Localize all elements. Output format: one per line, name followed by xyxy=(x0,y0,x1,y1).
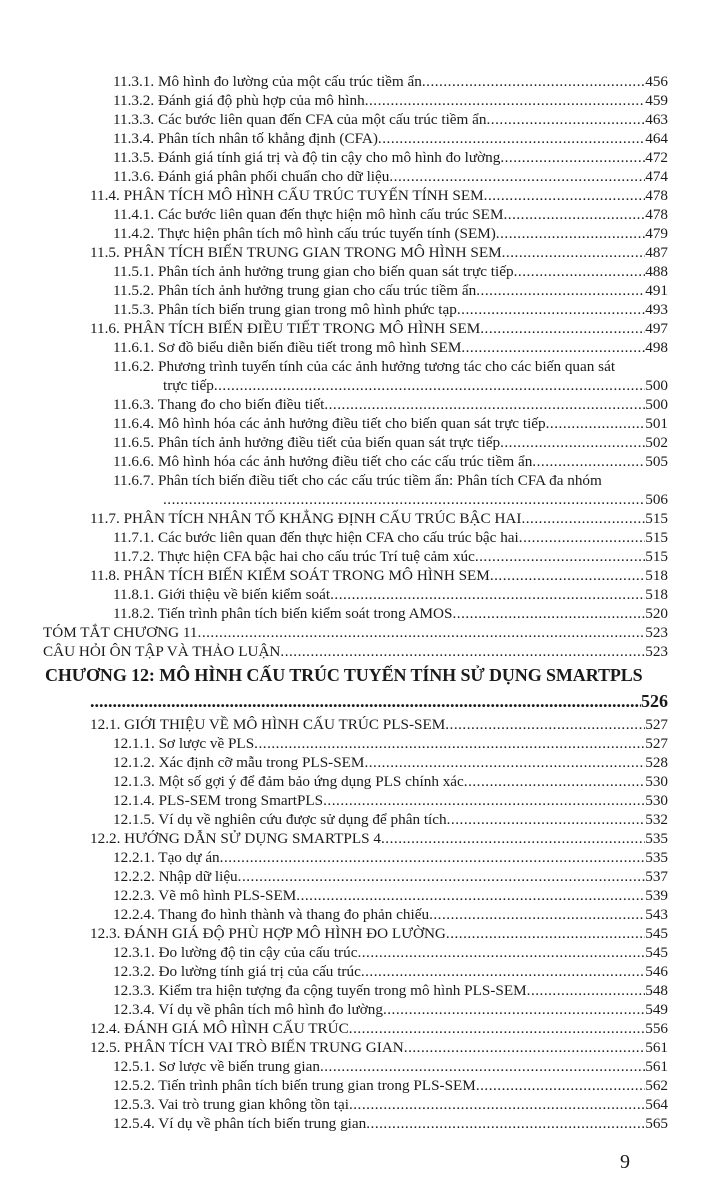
toc-entry-label: 11.4. PHÂN TÍCH MÔ HÌNH CẤU TRÚC TUYẾN TÍNH SEM xyxy=(90,187,484,204)
toc-entry-page-number: 479 xyxy=(645,225,668,242)
toc-entry-label: 11.6.2. Phương trình tuyến tính của các ảnh hưởng tương tác cho các biến quan sát xyxy=(113,358,616,375)
toc-entry-label: 11.6.6. Mô hình hóa các ảnh hưởng điều tiết cho các cấu trúc tiềm ẩn xyxy=(113,453,533,470)
toc-entry-page-number: 546 xyxy=(645,963,668,980)
dot-leader xyxy=(389,167,645,186)
toc-entry-label: 12.5. PHÂN TÍCH VAI TRÒ BIẾN TRUNG GIAN xyxy=(90,1039,404,1056)
dot-leader xyxy=(445,715,645,734)
toc-entry-subheading[interactable] xyxy=(113,338,668,357)
toc-entry-label: 11.5. PHÂN TÍCH BIẾN TRUNG GIAN TRONG MÔ HÌNH SEM xyxy=(90,244,502,261)
toc-entry-subheading[interactable] xyxy=(113,585,668,604)
toc-entry-page-number: 500 xyxy=(645,377,668,394)
toc-entry-page-number: 497 xyxy=(645,320,668,337)
toc-entry-page-number: 545 xyxy=(645,925,668,942)
toc-entry-subheading[interactable] xyxy=(113,810,668,829)
toc-entry-page-number: 527 xyxy=(645,716,668,733)
toc-entry-page-number: 515 xyxy=(645,529,668,546)
toc-entry-label: 12.1. GIỚI THIỆU VỀ MÔ HÌNH CẤU TRÚC PLS-SEM xyxy=(90,716,446,733)
toc-entry-label: 12.2.2. Nhập dữ liệu xyxy=(113,868,238,885)
toc-entry-page-number: 501 xyxy=(645,415,668,432)
toc-entry-label: 11.3.3. Các bước liên quan đến CFA của một cấu trúc tiềm ẩn xyxy=(113,111,487,128)
toc-entry-section[interactable] xyxy=(43,623,668,642)
dot-leader xyxy=(532,452,645,471)
toc-entry-page-number: 556 xyxy=(645,1020,668,1037)
toc-entry-page-number: 505 xyxy=(645,453,668,470)
toc-entry-heading[interactable] xyxy=(90,829,668,848)
toc-entry-label: 12.3.4. Ví dụ về phân tích mô hình đo lường xyxy=(113,1001,383,1018)
toc-entry-label: 12.1.1. Sơ lược về PLS xyxy=(113,735,255,752)
toc-entry-label: 11.8.2. Tiến trình phân tích biến kiểm soát trong AMOS xyxy=(113,605,453,622)
toc-entry-label: 12.5.3. Vai trò trung gian không tồn tại xyxy=(113,1096,349,1113)
toc-entry-subheading[interactable] xyxy=(113,1076,668,1095)
toc-entry-subheading[interactable] xyxy=(113,734,668,753)
toc-entry-heading[interactable] xyxy=(90,1019,668,1038)
toc-entry-subheading[interactable] xyxy=(113,943,668,962)
toc-entry-page-number: 463 xyxy=(645,111,668,128)
toc-entry-page-number: 518 xyxy=(645,586,668,603)
toc-entry-subheading[interactable] xyxy=(113,772,668,791)
chapter-page-line[interactable] xyxy=(90,690,668,712)
toc-entry-page-number: 565 xyxy=(645,1115,668,1132)
toc-entry-subheading[interactable] xyxy=(113,129,668,148)
dot-leader xyxy=(457,300,645,319)
toc-entry-subheading[interactable] xyxy=(113,300,668,319)
dot-leader xyxy=(163,490,645,509)
toc-entry-subheading[interactable] xyxy=(113,905,668,924)
dot-leader xyxy=(365,91,646,110)
toc-entry-subheading[interactable] xyxy=(113,357,668,376)
dot-leader xyxy=(361,962,645,981)
toc-entry-page-number: 528 xyxy=(645,754,668,771)
toc-entry-page-number: 472 xyxy=(645,149,668,166)
dot-leader xyxy=(349,1095,645,1114)
dot-leader xyxy=(500,148,645,167)
toc-entry-page-number: 493 xyxy=(645,301,668,318)
toc-entry-page-number: 535 xyxy=(645,830,668,847)
toc-entry-label: 12.5.1. Sơ lược về biến trung gian xyxy=(113,1058,320,1075)
dot-leader xyxy=(323,791,645,810)
toc-entry-subheading[interactable] xyxy=(113,205,668,224)
toc-entry-label: 12.2.1. Tạo dự án xyxy=(113,849,220,866)
toc-entry-label: 11.3.6. Đánh giá phân phối chuẩn cho dữ liệu xyxy=(113,168,390,185)
toc-entry-page-number: 549 xyxy=(645,1001,668,1018)
toc-entry-label: 11.6.4. Mô hình hóa các ảnh hưởng điều tiết cho biến quan sát trực tiếp xyxy=(113,415,546,432)
dot-leader xyxy=(500,433,645,452)
toc-entry-label: 12.2. HƯỚNG DẪN SỬ DỤNG SMARTPLS 4 xyxy=(90,830,381,847)
toc-entry-page-number: 535 xyxy=(645,849,668,866)
toc-entry-subheading[interactable] xyxy=(113,867,668,886)
chapter-page-number: 526 xyxy=(641,691,668,711)
toc-entry-label: 11.5.1. Phân tích ảnh hưởng trung gian cho biến quan sát trực tiếp xyxy=(113,263,514,280)
toc-entry-label: 12.4. ĐÁNH GIÁ MÔ HÌNH CẤU TRÚC xyxy=(90,1020,349,1037)
dot-leader xyxy=(476,1076,645,1095)
toc-entry-label: 12.5.2. Tiến trình phân tích biến trung gian trong PLS-SEM xyxy=(113,1077,476,1094)
dot-leader xyxy=(238,867,646,886)
toc-entry-page-number: 530 xyxy=(645,773,668,790)
dot-leader xyxy=(429,905,645,924)
dot-leader xyxy=(320,1057,645,1076)
toc-entry-subheading[interactable] xyxy=(113,281,668,300)
toc-entry-page-number: 562 xyxy=(645,1077,668,1094)
toc-entry-subheading[interactable] xyxy=(113,452,668,471)
toc-entry-subheading[interactable] xyxy=(113,471,668,490)
toc-entry-label: 12.2.3. Vẽ mô hình PLS-SEM xyxy=(113,887,297,904)
toc-entry-page-number: 502 xyxy=(645,434,668,451)
dot-leader xyxy=(487,110,646,129)
toc-entry-label: 11.3.4. Phân tích nhân tố khẳng định (CFA) xyxy=(113,130,378,147)
toc-entry-subheading[interactable] xyxy=(113,547,668,566)
toc-entry-label: 11.3.2. Đánh giá độ phù hợp của mô hình xyxy=(113,92,365,109)
toc-entry-page-number: 518 xyxy=(645,567,668,584)
dot-leader xyxy=(214,376,645,395)
toc-entry-subheading[interactable] xyxy=(113,91,668,110)
toc-entry-label: 11.7.1. Các bước liên quan đến thực hiện CFA cho cấu trúc bậc hai xyxy=(113,529,519,546)
toc-entry-heading[interactable] xyxy=(90,566,668,585)
toc-entry-subheading[interactable] xyxy=(113,1114,668,1133)
toc-entry-heading[interactable] xyxy=(90,509,668,528)
toc-entry-label: 12.1.4. PLS-SEM trong SmartPLS xyxy=(113,792,324,809)
toc-entry-heading[interactable] xyxy=(90,715,668,734)
toc-entry-page-number: 474 xyxy=(645,168,668,185)
toc-entry-label: 11.8. PHÂN TÍCH BIẾN KIỂM SOÁT TRONG MÔ HÌNH SEM xyxy=(90,567,490,584)
dot-leader xyxy=(464,772,645,791)
toc-entry-subheading[interactable] xyxy=(113,604,668,623)
toc-entry-label: 11.6.1. Sơ đồ biểu diễn biến điều tiết trong mô hình SEM xyxy=(113,339,462,356)
toc-entry-page-number: 539 xyxy=(645,887,668,904)
toc-entry-subheading[interactable] xyxy=(113,148,668,167)
toc-entry-page-number: 530 xyxy=(645,792,668,809)
dot-leader xyxy=(527,981,646,1000)
dot-leader xyxy=(519,528,645,547)
toc-entry-label: 11.6. PHÂN TÍCH BIẾN ĐIỀU TIẾT TRONG MÔ HÌNH SEM xyxy=(90,320,481,337)
dot-leader xyxy=(324,395,645,414)
toc-entry-page-number: 515 xyxy=(645,548,668,565)
dot-leader xyxy=(349,1019,645,1038)
toc-entry-page-number: 491 xyxy=(645,282,668,299)
dot-leader xyxy=(330,585,645,604)
dot-leader xyxy=(475,547,645,566)
dot-leader xyxy=(521,509,645,528)
toc-entry-heading[interactable] xyxy=(90,1038,668,1057)
dot-leader xyxy=(220,848,646,867)
toc-entry-label: 12.2.4. Thang đo hình thành và thang đo phản chiếu xyxy=(113,906,430,923)
dot-leader xyxy=(480,319,645,338)
dot-leader xyxy=(422,72,645,91)
toc-entry-page-number: 478 xyxy=(645,206,668,223)
toc-entry-label: 11.7. PHÂN TÍCH NHÂN TỐ KHẲNG ĐỊNH CẤU TRÚC BẬC HAI xyxy=(90,510,522,527)
toc-entry-page-number: 488 xyxy=(645,263,668,280)
dot-leader xyxy=(357,943,645,962)
toc-entry-page-number: 459 xyxy=(645,92,668,109)
toc-entry-page-number: 464 xyxy=(645,130,668,147)
toc-entry-continuation[interactable] xyxy=(163,490,668,509)
toc-entry-section[interactable] xyxy=(43,642,668,661)
toc-entry-page-number: 506 xyxy=(645,491,668,508)
toc-entry-subheading[interactable] xyxy=(113,395,668,414)
dot-leader xyxy=(404,1038,645,1057)
toc-entry-subheading[interactable] xyxy=(113,167,668,186)
toc-entry-subheading[interactable] xyxy=(113,72,668,91)
toc-entry-page-number: 564 xyxy=(645,1096,668,1113)
dot-leader xyxy=(366,1114,645,1133)
toc-entry-page-number: 543 xyxy=(645,906,668,923)
dot-leader xyxy=(90,690,641,712)
toc-entry-label: 12.5.4. Ví dụ về phân tích biến trung gian xyxy=(113,1115,367,1132)
dot-leader xyxy=(452,604,645,623)
toc-entry-subheading[interactable] xyxy=(113,886,668,905)
toc-entry-label: 11.8.1. Giới thiệu về biến kiểm soát xyxy=(113,586,331,603)
dot-leader xyxy=(546,414,646,433)
dot-leader xyxy=(446,924,645,943)
toc-entry-subheading[interactable] xyxy=(113,962,668,981)
toc-entry-heading[interactable] xyxy=(90,243,668,262)
toc-entry-subheading[interactable] xyxy=(113,848,668,867)
toc-entry-label: 12.1.2. Xác định cỡ mẫu trong PLS-SEM xyxy=(113,754,365,771)
dot-leader xyxy=(502,243,646,262)
dot-leader xyxy=(514,262,646,281)
toc-entry-subheading[interactable] xyxy=(113,110,668,129)
toc-entry-page-number: 527 xyxy=(645,735,668,752)
toc-entry-label: 12.3. ĐÁNH GIÁ ĐỘ PHÙ HỢP MÔ HÌNH ĐO LƯỜNG xyxy=(90,925,446,942)
toc-entry-label: 12.3.3. Kiểm tra hiện tượng đa cộng tuyến trong mô hình PLS-SEM xyxy=(113,982,527,999)
toc-entry-heading[interactable] xyxy=(90,319,668,338)
toc-entry-subheading[interactable] xyxy=(113,753,668,772)
dot-leader xyxy=(484,186,646,205)
toc-entry-heading[interactable] xyxy=(90,924,668,943)
toc-entry-continuation[interactable] xyxy=(163,376,668,395)
toc-entry-page-number: 537 xyxy=(645,868,668,885)
toc-entry-heading[interactable] xyxy=(90,186,668,205)
dot-leader xyxy=(296,886,645,905)
toc-entry-label: 11.5.2. Phân tích ảnh hưởng trung gian cho cấu trúc tiềm ẩn xyxy=(113,282,477,299)
toc-entry-label: 11.3.5. Đánh giá tính giá trị và độ tin cậy cho mô hình đo lường xyxy=(113,149,501,166)
toc-entry-label: 11.5.3. Phân tích biến trung gian trong mô hình phức tạp xyxy=(113,301,457,318)
dot-leader xyxy=(364,753,645,772)
toc-entry-subheading[interactable] xyxy=(113,433,668,452)
toc-entry-label: TÓM TẮT CHƯƠNG 11 xyxy=(43,624,198,641)
dot-leader xyxy=(383,1000,645,1019)
toc-entry-label: 11.6.7. Phân tích biến điều tiết cho các cấu trúc tiềm ẩn: Phân tích CFA đa nhóm xyxy=(113,472,602,489)
dot-leader xyxy=(378,129,645,148)
page-number: 9 xyxy=(620,1151,630,1173)
toc-entry-page-number: 515 xyxy=(645,510,668,527)
dot-leader xyxy=(198,623,646,642)
toc-entry-label: 12.1.5. Ví dụ về nghiên cứu được sử dụng để phân tích xyxy=(113,811,447,828)
chapter-heading[interactable]: CHƯƠNG 12: MÔ HÌNH CẤU TRÚC TUYẾN TÍNH SỬ DỤNG SMARTPLS xyxy=(45,665,643,685)
toc-entry-page-number: 478 xyxy=(645,187,668,204)
toc-entry-label: 11.7.2. Thực hiện CFA bậc hai cho cấu trúc Trí tuệ cảm xúc xyxy=(113,548,475,565)
toc-entry-page-number: 532 xyxy=(645,811,668,828)
dot-leader xyxy=(476,281,645,300)
toc-entry-page-number: 456 xyxy=(645,73,668,90)
dot-leader xyxy=(447,810,646,829)
toc-entry-subheading[interactable] xyxy=(113,1095,668,1114)
toc-entry-label: 11.4.1. Các bước liên quan đến thực hiện mô hình cấu trúc SEM xyxy=(113,206,504,223)
toc-entry-page-number: 487 xyxy=(645,244,668,261)
dot-leader xyxy=(254,734,645,753)
dot-leader xyxy=(461,338,645,357)
toc-entry-label: 11.6.3. Thang đo cho biến điều tiết xyxy=(113,396,325,413)
toc-entry-page-number: 500 xyxy=(645,396,668,413)
toc-entry-page-number: 523 xyxy=(645,624,668,641)
toc-entry-subheading[interactable] xyxy=(113,1057,668,1076)
toc-entry-page-number: 545 xyxy=(645,944,668,961)
toc-entry-subheading[interactable] xyxy=(113,224,668,243)
toc-entry-subheading[interactable] xyxy=(113,414,668,433)
toc-entry-page-number: 548 xyxy=(645,982,668,999)
dot-leader xyxy=(490,566,645,585)
toc-entry-label: 11.3.1. Mô hình đo lường của một cấu trúc tiềm ẩn xyxy=(113,73,422,90)
dot-leader xyxy=(381,829,645,848)
toc-entry-page-number: 561 xyxy=(645,1039,668,1056)
toc-entry-page-number: 498 xyxy=(645,339,668,356)
toc-entry-subheading[interactable] xyxy=(113,981,668,1000)
dot-leader xyxy=(503,205,645,224)
toc-entry-subheading[interactable] xyxy=(113,528,668,547)
toc-entry-label: 12.1.3. Một số gợi ý để đảm bảo ứng dụng PLS chính xác xyxy=(113,773,464,790)
dot-leader xyxy=(280,642,645,661)
dot-leader xyxy=(496,224,645,243)
toc-entry-page-number: 561 xyxy=(645,1058,668,1075)
toc-entry-label: 12.3.1. Đo lường độ tin cậy của cấu trúc xyxy=(113,944,358,961)
toc-entry-label: 12.3.2. Đo lường tính giá trị của cấu trúc xyxy=(113,963,361,980)
toc-entry-subheading[interactable] xyxy=(113,262,668,281)
toc-entry-label: CÂU HỎI ÔN TẬP VÀ THẢO LUẬN xyxy=(43,643,281,660)
toc-entry-label: 11.4.2. Thực hiện phân tích mô hình cấu trúc tuyến tính (SEM) xyxy=(113,225,496,242)
toc-entry-page-number: 523 xyxy=(645,643,668,660)
toc-entry-label: 11.6.5. Phân tích ảnh hưởng điều tiết của biến quan sát trực tiếp xyxy=(113,434,501,451)
toc-entry-page-number: 520 xyxy=(645,605,668,622)
toc-entry-subheading[interactable] xyxy=(113,791,668,810)
toc-entry-label: trực tiếp xyxy=(163,377,214,394)
toc-entry-subheading[interactable] xyxy=(113,1000,668,1019)
